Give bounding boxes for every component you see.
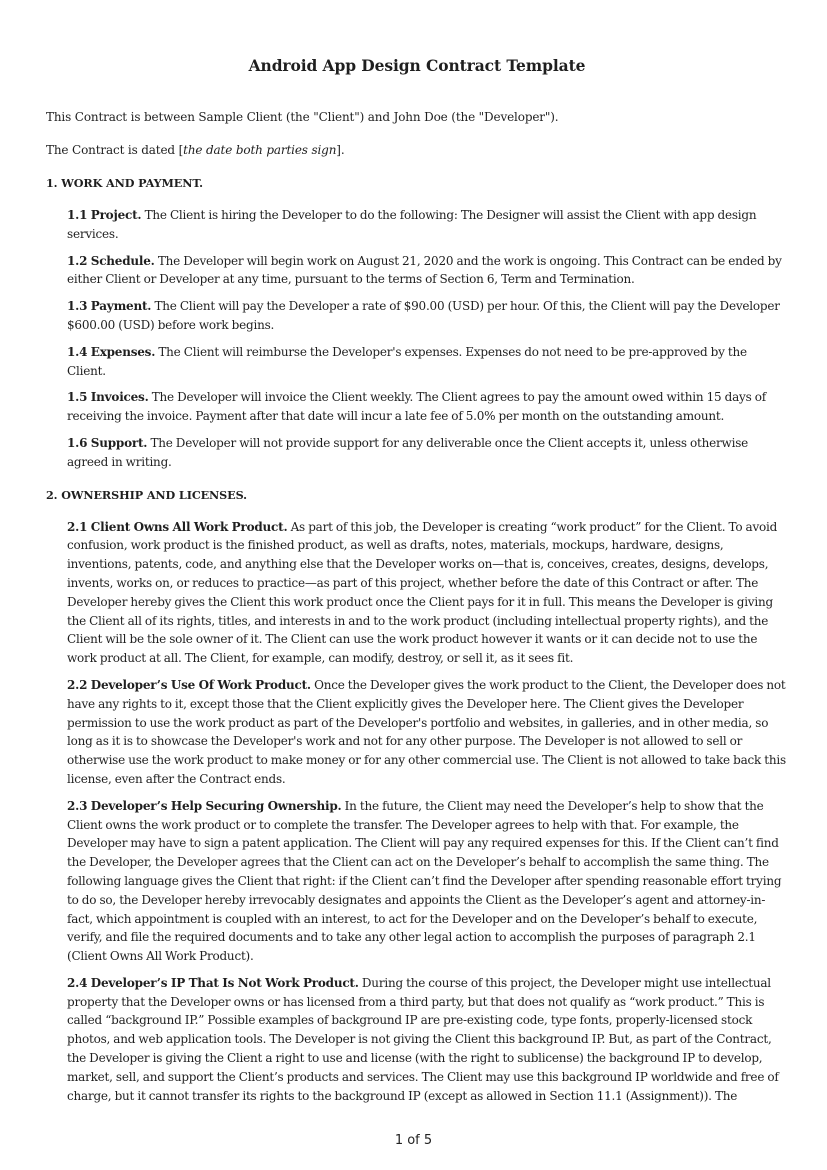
- intro-date-prefix: The Contract is dated [: [46, 143, 184, 157]
- intro-parties: This Contract is between Sample Client (the "Client") and John Doe (the "Developer").: [46, 110, 559, 124]
- clause-1-6: [67, 434, 788, 472]
- clause-label: 2.4 Developer’s IP That Is Not Work Product.: [67, 975, 359, 990]
- clause-2-3: [67, 797, 788, 966]
- clause-text: Once the Developer gives the work product to the Client, the Developer does not have any rights to it, except those that the Client explicitly gives the Developer here. The Client gives the Developer permission to use the work product as part of the Developer's portfolio and websites, in galleries, and in other media, so long as it is to showcase the Developer's work and not for any other purpose. The Developer is not allowed to sell or otherwise use the work product to make money or for any other commercial use. The Client is not allowed to take back this license, even after the Contract ends.: [67, 677, 786, 786]
- clause-text: The Developer will invoice the Client weekly. The Client agrees to pay the amount owed within 15 days of receiving the invoice. Payment after that date will incur a late fee of 5.0% per month on the outstanding amount.: [67, 390, 766, 424]
- clause-1-1: [67, 206, 788, 244]
- clause-text: The Developer will begin work on August 21, 2020 and the work is ongoing. This Contract can be ended by either Client or Developer at any time, pursuant to the terms of Section 6, Term and Termination.: [67, 253, 782, 287]
- clause-text: The Client will pay the Developer a rate of $90.00 (USD) per hour. Of this, the Client will pay the Developer $600.00 (USD) before work begins.: [67, 299, 780, 332]
- clause-label: 1.2 Schedule.: [67, 253, 155, 268]
- clause-1-4: [67, 343, 788, 381]
- section-heading-work-payment: 1. WORK AND PAYMENT.: [46, 176, 203, 190]
- clause-text: In the future, the Client may need the Developer’s help to show that the Client owns the work product or to complete the transfer. The Developer agrees to help with that. For example, the Developer may have to sign a patent application. The Client will pay any required expenses for this. If the Client can’t find the Developer, the Developer agrees that the Client can act on the Developer’s behalf to accomplish the same thing. The following language gives the Client that right: if the Client can’t find the Developer after spending reasonable effort trying to do so, the Developer hereby irrevocably designates and appoints the Client as the Developer’s agent and attorney-in-fact, which appointment is coupled with an interest, to act for the Developer and on the Developer’s behalf to execute, verify, and file the required documents and to take any other legal action to accomplish the purposes of paragraph 2.1 (Client Owns All Work Product).: [67, 798, 782, 964]
- section-heading-ownership-licenses: 2. OWNERSHIP AND LICENSES.: [46, 487, 247, 502]
- clause-2-1: [67, 518, 788, 668]
- clause-text: The Developer will not provide support for any deliverable once the Client accepts it, unless otherwise agreed in writing.: [67, 435, 749, 469]
- contract-page: [46, 56, 788, 1113]
- page-indicator: 1 of 5: [394, 1133, 433, 1148]
- clause-text: The Client is hiring the Developer to do the following: The Designer will assist the Client with app design services.: [67, 208, 757, 241]
- clause-label: 1.6 Support.: [67, 435, 148, 450]
- clause-2-2: [67, 676, 788, 789]
- clause-1-2: [67, 252, 788, 290]
- clause-text: The Client will reimburse the Developer's expenses. Expenses do not need to be pre-approved by the Client.: [67, 344, 747, 378]
- clause-label: 2.3 Developer’s Help Securing Ownership.: [67, 798, 342, 813]
- document-title: Android App Design Contract Template: [248, 56, 586, 75]
- clause-text: During the course of this project, the Developer might use intellectual property that the Developer owns or has licensed from a third party, but that does not qualify as “work product.” This is called “background IP.” Possible examples of background IP are pre-existing code, type fonts, properly-licensed stock photos, and web application tools. The Developer is not giving the Client this background IP. But, as part of the Contract, the Developer is giving the Client a right to use and license (with the right to sublicense) the background IP to develop, market, sell, and support the Client’s products and services. The Client may use this background IP worldwide and free of charge, but it cannot transfer its rights to the background IP (except as allowed in Section 11.1 (Assignment)). The: [67, 975, 779, 1103]
- clause-label: 1.5 Invoices.: [67, 390, 149, 405]
- clause-label: 1.4 Expenses.: [67, 344, 156, 359]
- clause-2-4: [67, 974, 788, 1106]
- clause-1-5: [67, 388, 788, 426]
- clause-text: As part of this job, the Developer is creating “work product” for the Client. To avoid confusion, work product is the finished product, as well as drafts, notes, materials, mockups, hardware, designs, inventions, patents, code, and anything else that the Developer works on—that is, conceives, creates, designs, develops, invents, works on, or reduces to practice—as part of this project, whether before the date of this Contract or after. The Developer hereby gives the Client this work product once the Client pays for it in full. This means the Developer is giving the Client all of its rights, titles, and interests in and to the work product (including intellectual property rights), and the Client will be the sole owner of it. The Client can use the work product however it wants or it can decide not to use the work product at all. The Client, for example, can modify, destroy, or sell it, as it sees fit.: [67, 519, 778, 666]
- intro-date-suffix: ].: [336, 143, 345, 157]
- clause-label: 2.2 Developer’s Use Of Work Product.: [67, 677, 311, 692]
- clause-1-3: [67, 297, 788, 335]
- intro-date-placeholder: the date both parties sign: [183, 143, 337, 157]
- clause-label: 1.1 Project.: [67, 208, 142, 222]
- intro-date: [46, 141, 788, 160]
- clause-label: 2.1 Client Owns All Work Product.: [67, 519, 288, 534]
- clause-label: 1.3 Payment.: [67, 299, 152, 314]
